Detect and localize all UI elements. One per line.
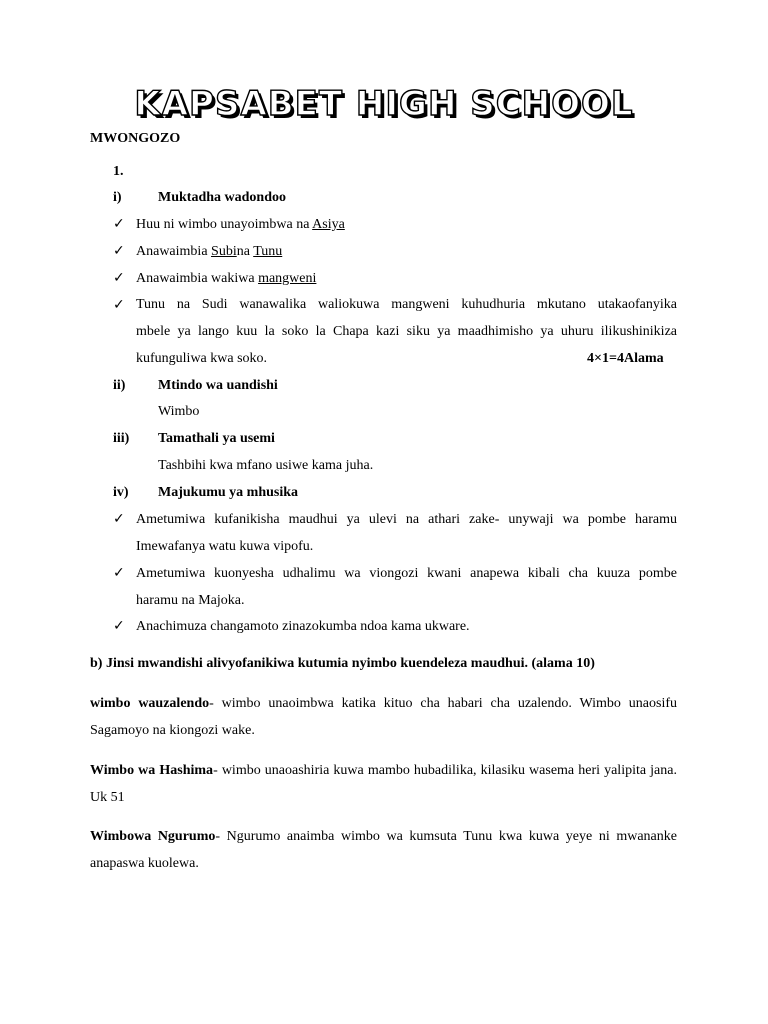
bullet-text-line: Ametumiwa kuonyesha udhalimu wa viongozi kwani anapewa kibali cha kuuza pombe — [136, 566, 677, 581]
bullet-text-line: kufunguliwa kwa soko. — [136, 351, 268, 366]
subquestion-iii-heading: Tamathali ya usemi — [158, 431, 275, 446]
subquestion-i-label: i) — [113, 190, 122, 205]
bullet-text-line: Ametumiwa kufanikisha maudhui ya ulevi na athari zake- unywaji wa pombe haramu — [136, 512, 677, 527]
bullet-text — [136, 217, 345, 233]
underlined-text: Subi — [211, 244, 237, 259]
song-description: - wimbo unaoashiria kuwa mambo hubadilika, kilasiku wasema heri yalipita jana. Uk 51 — [90, 763, 677, 805]
text-run: Huu ni wimbo unayoimbwa na — [136, 217, 313, 232]
question-number: 1. — [113, 164, 124, 179]
text-run: na — [236, 244, 254, 259]
marks-label: 4×1=4Alama — [587, 351, 664, 366]
song-term: Wimbo wa Hashima — [90, 763, 214, 778]
text-run: Anawaimbia wakiwa — [136, 271, 259, 286]
bullet-text — [136, 271, 316, 287]
song-term: wimbo wauzalendo — [90, 696, 210, 711]
song-description: - Ngurumo anaimba wimbo wa kumsuta Tunu kwa kuwa yeye ni mwananke anapaswa kuolewa. — [90, 829, 677, 871]
subquestion-iv-label: iv) — [113, 485, 129, 500]
school-title: KAPSABET HIGH SCHOOL — [134, 84, 634, 124]
subquestion-iii-label: iii) — [113, 431, 130, 446]
check-mark-icon: ✓ — [113, 511, 125, 527]
underlined-text: Tunu — [253, 244, 283, 259]
subquestion-ii-heading: Mtindo wa uandishi — [158, 378, 278, 393]
subquestion-ii-label: ii) — [113, 378, 126, 393]
bullet-text-line: Tunu na Sudi wanawalika waliokuwa mangweni kuhudhuria mkutano utakaofanyika — [136, 297, 677, 312]
check-mark-icon: ✓ — [113, 565, 125, 581]
bullet-text-line: mbele ya lango kuu la soko la Chapa kazi siku ya maadhimisho ya uhuru ilikushinikiza — [136, 324, 677, 339]
song-item — [90, 690, 677, 744]
check-mark-icon: ✓ — [113, 243, 125, 259]
check-mark-icon: ✓ — [113, 618, 125, 634]
song-term: Wimbowa Ngurumo — [90, 829, 216, 844]
bullet-text-line: Imewafanya watu kuwa vipofu. — [136, 539, 314, 554]
question-b-heading: b) Jinsi mwandishi alivyofanikiwa kutumia nyimbo kuendeleza maudhui. (alama 10) — [90, 656, 595, 671]
section-title: MWONGOZO — [90, 131, 181, 146]
text-run: Anawaimbia — [136, 244, 212, 259]
subquestion-i-heading: Muktadha wadondoo — [158, 190, 286, 205]
subquestion-iv-heading: Majukumu ya mhusika — [158, 485, 299, 500]
underlined-text: Asiya — [312, 217, 345, 232]
check-mark-icon: ✓ — [113, 216, 125, 232]
subquestion-ii-answer: Wimbo — [158, 404, 200, 419]
bullet-text-line: haramu na Majoka. — [136, 593, 245, 608]
subquestion-iii-answer: Tashbihi kwa mfano usiwe kama juha. — [158, 458, 374, 473]
song-description: - wimbo unaoimbwa katika kituo cha habari cha uzalendo. Wimbo unaosifu Sagamoyo na kiongozi wake. — [90, 696, 678, 738]
song-item — [90, 823, 677, 877]
underlined-text: mangweni — [258, 271, 317, 286]
bullet-text-line: Anachimuza changamoto zinazokumba ndoa kama ukware. — [136, 619, 470, 634]
song-item — [90, 757, 677, 811]
check-mark-icon: ✓ — [113, 297, 125, 313]
check-mark-icon: ✓ — [113, 270, 125, 286]
bullet-text — [136, 244, 282, 260]
